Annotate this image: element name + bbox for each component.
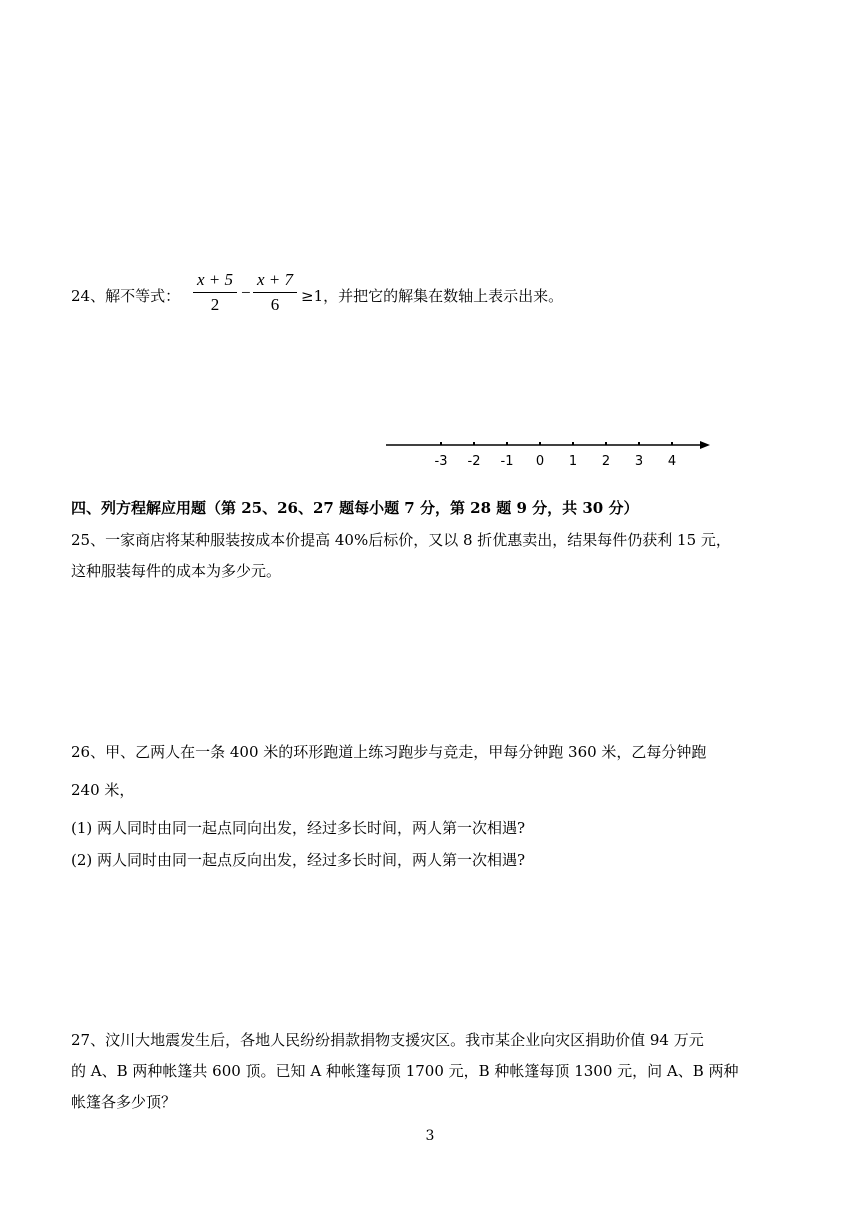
q27-line-2: 的 A、B 两种帐篷共 600 顶。已知 A 种帐篷每顶 1700 元，B 种帐篷每顶 1300 元，问 A、B 两种 — [71, 1062, 739, 1080]
q24-fraction-1-bar — [193, 292, 237, 293]
q24-fraction-1-denominator: 2 — [210, 295, 220, 314]
section-4-heading: 四、列方程解应用题（第 25、26、27 题每小题 7 分，第 28 题 9 分，共 30 分） — [71, 499, 639, 517]
q27-line-1: 27、汶川大地震发生后，各地人民纷纷捐款捐物支援灾区。我市某企业向灾区捐助价值 94 万元 — [71, 1031, 704, 1049]
q24-fraction-2-numerator: x + 7 — [256, 270, 294, 289]
page-number: 3 — [425, 1128, 435, 1144]
q24-fraction-1-numerator: x + 5 — [196, 270, 234, 289]
q24-fraction-1 — [193, 270, 237, 315]
q24-fraction-2-denominator: 6 — [270, 295, 280, 314]
number-line-arrow — [700, 441, 710, 449]
q25-line-1: 25、一家商店将某种服装按成本价提高 40%后标价，又以 8 折优惠卖出，结果每件仍获利 15 元， — [71, 531, 731, 549]
q24-minus-sign: − — [241, 283, 251, 302]
q26-line-2: 240 米， — [71, 781, 135, 799]
number-line-tick-label: 1 — [568, 454, 578, 469]
number-line-tick-label: 3 — [634, 454, 644, 469]
q26-sub-question-1: (1) 两人同时由同一起点同向出发，经过多长时间，两人第一次相遇? — [71, 819, 526, 837]
q26-sub-question-2: (2) 两人同时由同一起点反向出发，经过多长时间，两人第一次相遇? — [71, 851, 526, 869]
q24-fraction-2-bar — [253, 292, 297, 293]
number-line-tick-label: -2 — [467, 454, 481, 469]
q25-line-2: 这种服装每件的成本为多少元。 — [71, 562, 282, 580]
number-line-tick-label: -3 — [434, 454, 448, 469]
q24-prefix: 24、解不等式： — [71, 287, 181, 305]
number-line-tick-label: 4 — [667, 454, 677, 469]
number-line-tick-label: 0 — [535, 454, 545, 469]
q27-line-3: 帐篷各多少顶？ — [71, 1093, 177, 1111]
number-line — [384, 430, 714, 472]
q24-suffix: ≥1，并把它的解集在数轴上表示出来。 — [301, 287, 564, 305]
q26-line-1: 26、甲、乙两人在一条 400 米的环形跑道上练习跑步与竞走，甲每分钟跑 360 米，乙每分钟跑 — [71, 743, 707, 761]
q24-fraction-2 — [253, 270, 297, 315]
number-line-tick-label: -1 — [500, 454, 514, 469]
number-line-tick-label: 2 — [601, 454, 611, 469]
